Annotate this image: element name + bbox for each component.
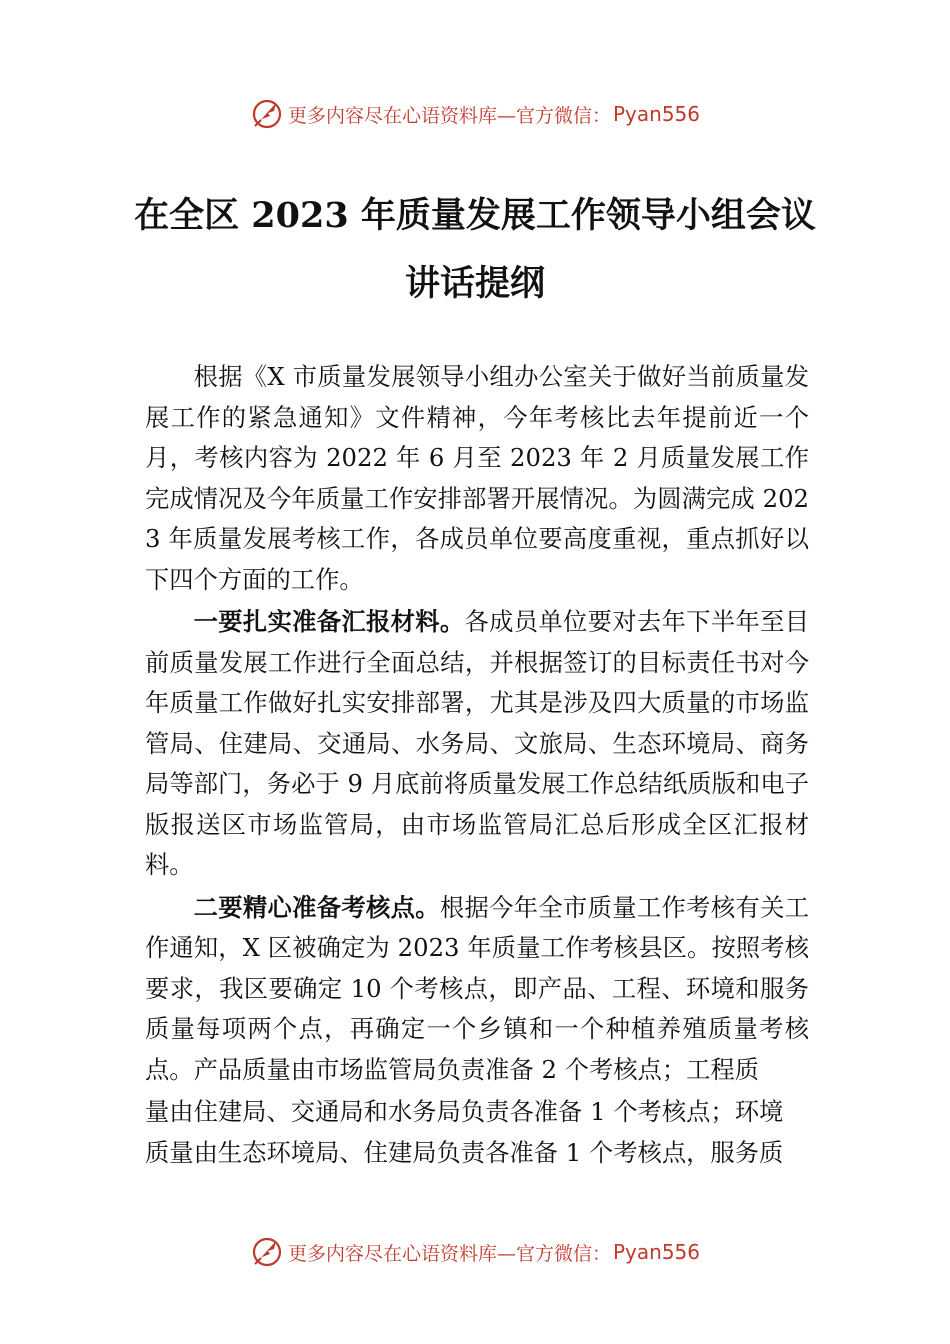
quill-logo-icon — [250, 97, 284, 131]
section-2-paragraph — [145, 888, 809, 1091]
section-2-heading: 二要精心准备考核点。 — [193, 892, 440, 922]
watermark-wechat-id: Pyan556 — [613, 1240, 701, 1264]
section-2-continuation-2: 质量由生态环境局、住建局负责各准备 1 个考核点，服务质 — [145, 1137, 784, 1167]
section-1-body: 各成员单位要对去年下半年至目前质量发展工作进行全面总结，并根据签订的目标责任书对今年质量工作做好扎实安排部署，尤其是涉及四大质量的市场监管局、住建局、交通局、水务局、文旅局、生态环境局、商务局等部门，务必于 9 月底前将质量发展工作总结纸质版和电子版报送区市场监管局，由市场监管局汇总后形成全区汇报材料。 — [145, 607, 810, 879]
watermark-text: 更多内容尽在心语资料库—官方微信： — [287, 1242, 611, 1265]
section-2-continuation-1: 量由住建局、交通局和水务局负责各准备 1 个考核点；环境 — [145, 1097, 784, 1126]
intro-paragraph: 根据《X 市质量发展领导小组办公室关于做好当前质量发展工作的紧急通知》文件精神，今年考核比去年提前近一个月，考核内容为 2022 年 6 月至 2023 年 2 月质量发展工作完成情况及今年质量工作安排部署开展情况。为圆满完成 2023 年质量发展考核工作，各成员单位要高度重视，重点抓好以下四个方面的工作。 — [145, 362, 809, 594]
watermark-header — [0, 94, 950, 134]
quill-logo-icon — [250, 1235, 284, 1269]
document-title-line2: 讲话提纲 — [404, 263, 545, 304]
watermark-text: 更多内容尽在心语资料库—官方微信： — [287, 104, 611, 127]
section-1-paragraph — [145, 602, 809, 886]
watermark-footer — [0, 1232, 950, 1272]
section-2-body: 根据今年全市质量工作考核有关工作通知，X 区被确定为 2023 年质量工作考核县区。按照考核要求，我区要确定 10 个考核点，即产品、工程、环境和服务质量每项两个点，再确定一个乡镇和一个种植养殖质量考核点。产品质量由市场监管局负责准备 2 个考核点；工程质 — [145, 892, 809, 1084]
document-body — [145, 357, 809, 1173]
document-title-line1: 在全区 2023 年质量发展工作领导小组会议 — [134, 195, 816, 236]
watermark-wechat-id: Pyan556 — [613, 102, 701, 126]
section-1-heading: 一要扎实准备汇报材料。 — [193, 607, 465, 636]
